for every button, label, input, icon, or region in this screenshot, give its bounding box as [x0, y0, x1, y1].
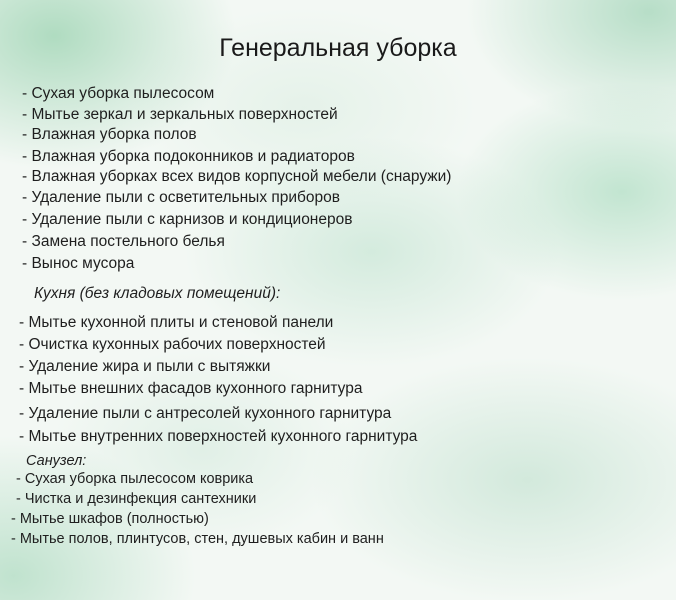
list-item: - Мытье внешних фасадов кухонного гарнитура — [19, 380, 363, 397]
list-item: - Удаление пыли с осветительных приборов — [22, 189, 341, 206]
list-item: - Мытье полов, плинтусов, стен, душевых кабин и ванн — [11, 531, 384, 547]
list-item: - Влажная уборках всех видов корпусной мебели (снаружи) — [22, 168, 452, 185]
page-title: Генеральная уборка — [219, 34, 457, 62]
section-heading: Кухня (без кладовых помещений): — [34, 285, 281, 302]
list-item: - Удаление пыли с карнизов и кондиционеров — [22, 211, 353, 228]
list-item: - Замена постельного белья — [22, 233, 225, 250]
list-item: - Вынос мусора — [22, 255, 135, 272]
list-item: - Мытье кухонной плиты и стеновой панели — [19, 314, 334, 331]
list-item: - Влажная уборка подоконников и радиаторов — [22, 148, 355, 165]
list-item: - Чистка и дезинфекция сантехники — [16, 491, 257, 507]
list-item: - Сухая уборка пылесосом коврика — [16, 471, 254, 487]
list-item: - Мытье зеркал и зеркальных поверхностей — [22, 106, 338, 123]
list-item: - Удаление жира и пыли с вытяжки — [19, 358, 271, 375]
list-item: - Мытье шкафов (полностью) — [11, 511, 209, 527]
list-item: - Мытье внутренних поверхностей кухонного гарнитура — [19, 428, 418, 445]
section-heading: Санузел: — [26, 453, 87, 469]
list-item: - Очистка кухонных рабочих поверхностей — [19, 336, 326, 353]
list-item: - Влажная уборка полов — [22, 126, 197, 143]
list-item: - Удаление пыли с антресолей кухонного гарнитура — [19, 405, 392, 422]
list-item: - Сухая уборка пылесосом — [22, 85, 215, 102]
